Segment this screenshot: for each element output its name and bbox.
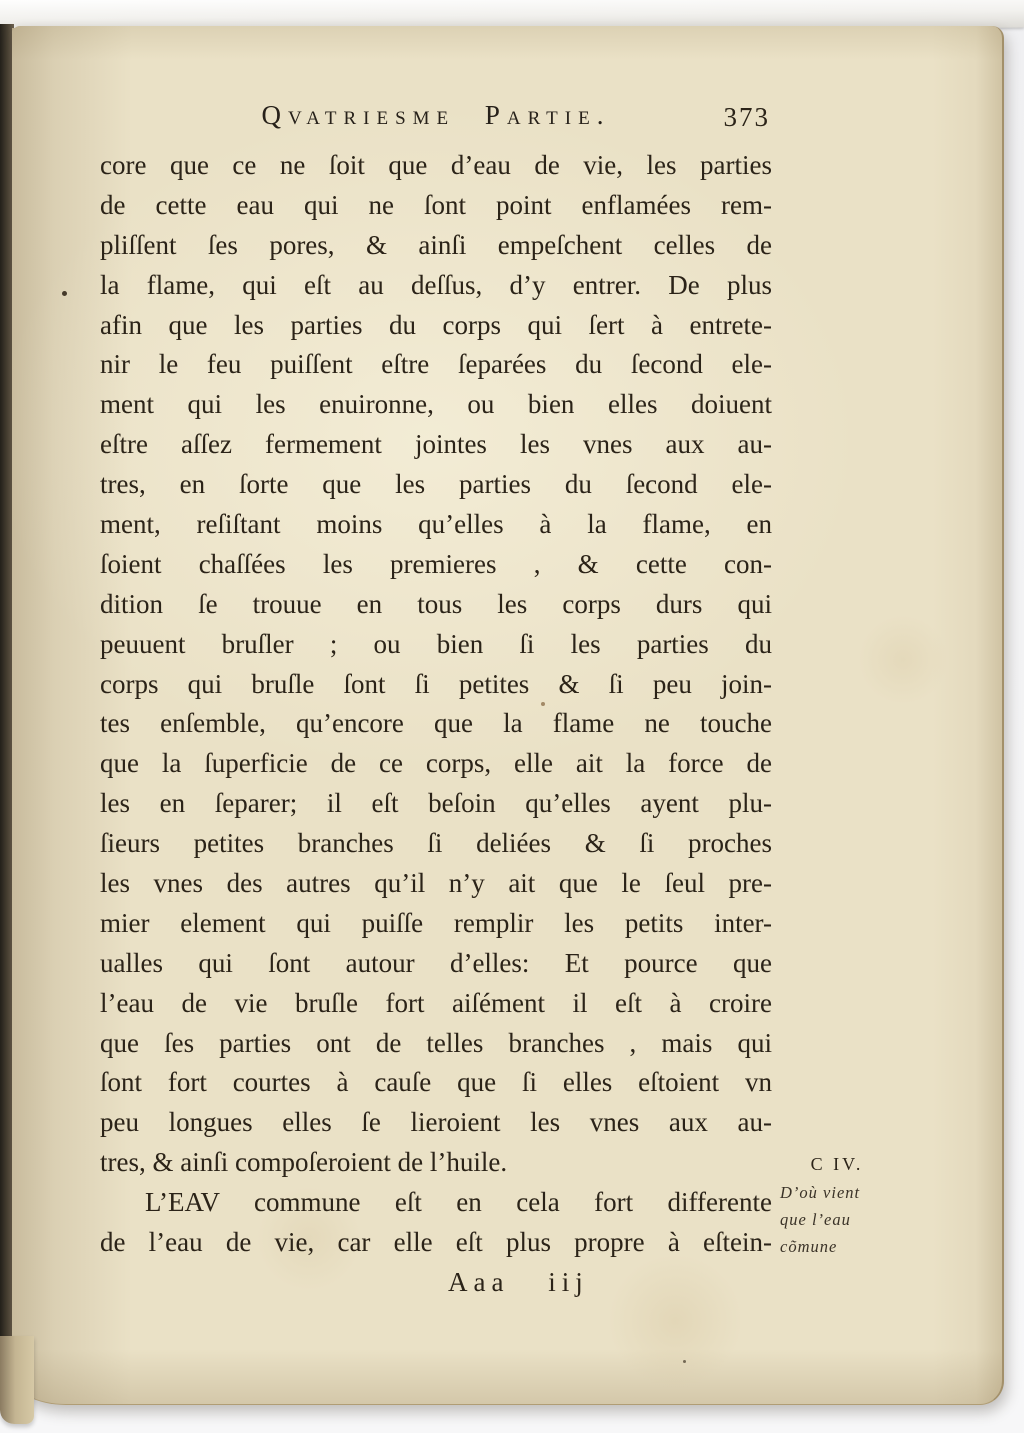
text-line: ment qui les enuironne, ou bien elles doiuent (100, 389, 772, 420)
text-line: les en ſeparer; il eſt beſoin qu’elles ayent plu- (100, 788, 772, 819)
book-page (12, 26, 1004, 1405)
text-line: tes enſemble, qu’encore que la flame ne touche (100, 708, 772, 739)
text-line: ſieurs petites branches ſi deliées & ſi proches (100, 828, 772, 859)
text-line: eſtre aſſez fermement jointes les vnes aux au- (100, 429, 772, 460)
signature-mark: Aaa iij (448, 1266, 589, 1297)
text-line: que ſes parties ont de telles branches , mais qui (100, 1027, 772, 1058)
text-line: peuuent bruſler ; ou bien ſi les parties du (100, 628, 772, 659)
ink-speck (683, 1360, 686, 1363)
text-line: corps qui bruſle ſont ſi petites & ſi peu join- (100, 668, 772, 699)
ink-speck (541, 702, 545, 706)
text-line: tres, en ſorte que les parties du ſecond ele- (100, 469, 772, 500)
margin-note-text (778, 1179, 896, 1260)
margin-note (778, 1154, 896, 1260)
text-line: de l’eau de vie, car elle eſt plus propre à eſtein- (100, 1227, 772, 1258)
text-line: L’EAV commune eſt en cela fort differente (145, 1187, 772, 1218)
ink-speck (62, 291, 67, 296)
text-line: core que ce ne ſoit que d’eau de vie, les parties (100, 150, 772, 180)
text-line: ſont fort courtes à cauſe que ſi elles eſtoient vn (100, 1067, 772, 1098)
text-block (100, 146, 772, 1303)
text-line: dition ſe trouue en tous les corps durs qui (100, 588, 772, 619)
paragraph-1 (100, 146, 772, 1143)
text-line: la flame, qui eſt au deſſus, d’y entrer. De plus (100, 269, 772, 300)
text-line: l’eau de vie bruſle fort aiſément il eſt à croire (100, 987, 772, 1018)
chapter-number: C IV. (810, 1154, 864, 1174)
text-line: ſoient chaſſées les premieres , & cette con- (100, 548, 772, 579)
text-line: pliſſent ſes pores, & ainſi empeſchent celles de (100, 229, 772, 260)
section-title: Qvatriesme Partie. (261, 100, 611, 130)
margin-note-line: cõmune (780, 1237, 838, 1256)
text-line: les vnes des autres qu’il n’y ait que le ſeul pre- (100, 868, 772, 899)
text-line: nir le feu puiſſent eſtre ſeparées du ſecond ele- (100, 349, 772, 380)
text-line: peu longues elles ſe lieroient les vnes aux au- (100, 1107, 772, 1138)
text-line: de cette eau qui ne ſont point enflamées rem- (100, 189, 772, 220)
margin-note-line: que l’eau (780, 1210, 851, 1229)
text-line: ualles qui ſont autour d’elles: Et pource que (100, 947, 772, 978)
margin-note-line: D’où vient (780, 1183, 861, 1202)
page-number: 373 (723, 102, 770, 132)
book-pages-edge-bottom (0, 1336, 34, 1424)
text-line: tres, & ainſi compoſeroient de l’huile. (100, 1147, 508, 1178)
running-header (100, 100, 772, 142)
text-line: que la ſuperficie de ce corps, elle ait la force de (100, 748, 772, 779)
text-line: afin que les parties du corps qui ſert à entrete- (100, 309, 772, 340)
text-line: mier element qui puiſſe remplir les petits inter- (100, 907, 772, 938)
text-line: ment, reſiſtant moins qu’elles à la flame, en (100, 509, 772, 540)
